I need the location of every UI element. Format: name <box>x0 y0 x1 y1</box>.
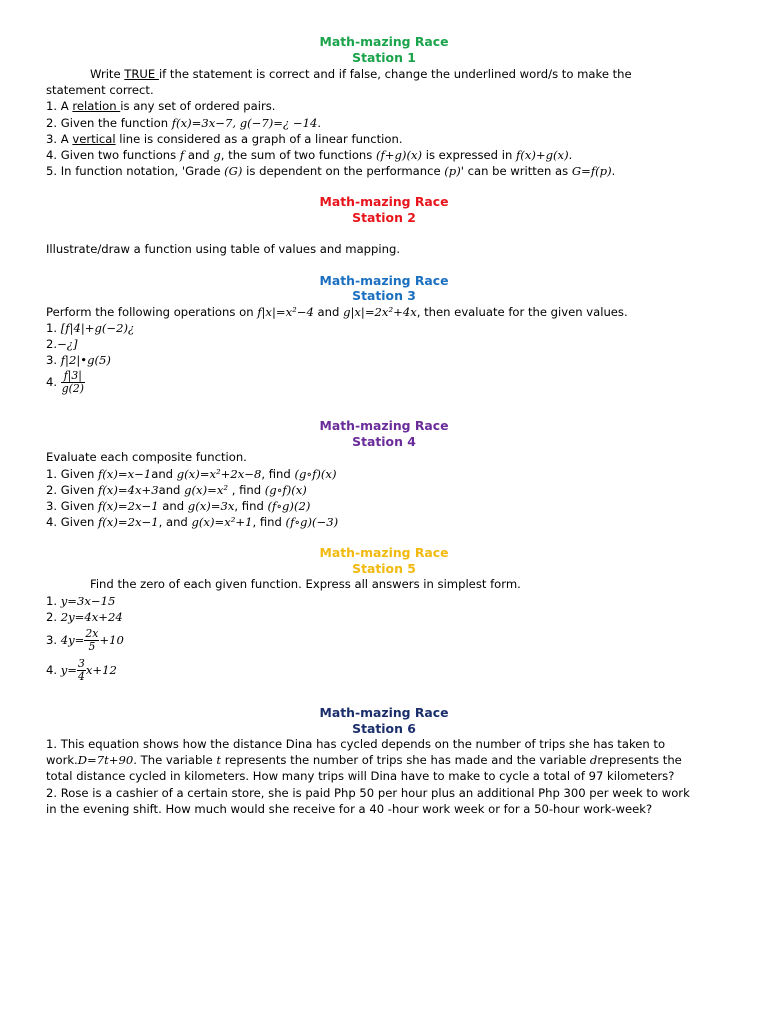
text-span: , find <box>261 466 295 481</box>
text-span: g(2) <box>61 382 84 396</box>
text-span: is any set of ordered pairs. <box>120 99 276 114</box>
text-span: D=7t+90 <box>77 753 134 768</box>
text-span: 3. A <box>46 131 73 146</box>
text-span: 2. <box>46 337 58 352</box>
station-3-title <box>46 273 722 304</box>
station-label: Station 1 <box>352 49 416 65</box>
text-span: g|x|=2x²+4x <box>343 304 417 319</box>
text-span: g(x)=x² <box>184 482 229 497</box>
station-5-title <box>46 545 722 576</box>
text-span: . <box>611 164 616 179</box>
station-2-title <box>46 194 722 225</box>
text-span: 4. <box>46 375 61 390</box>
list-item <box>46 514 722 530</box>
station-3-section <box>46 273 722 397</box>
text-span: f|2|•g(5) <box>60 353 111 368</box>
text-span: and <box>158 482 185 497</box>
text-span: 2. Given the function <box>46 115 172 130</box>
paragraph-1: 1. This equation shows how the distance Dina has cycled depends on the number of trips she has taken to <box>46 737 666 752</box>
text-span: work. <box>46 753 78 768</box>
text-span: and <box>313 304 344 319</box>
text-span: −¿] <box>57 337 78 352</box>
station-6-section <box>46 705 722 817</box>
fraction <box>84 628 99 653</box>
text-span: is expressed in <box>422 148 516 163</box>
list-item <box>46 368 722 396</box>
text-span: f(x)=2x−1 <box>97 499 159 514</box>
race-title: Math-mazing Race <box>319 34 449 49</box>
text-span: Perform the following operations on <box>46 304 258 319</box>
list-item <box>46 147 722 163</box>
fraction <box>77 658 86 683</box>
text-span: (p) <box>444 164 461 179</box>
paragraph-2: 2. Rose is a cashier of a certain store, she is paid Php 50 per hour plus an additional Php 300 per week to work <box>46 785 690 800</box>
underlined-word: vertical <box>72 131 116 146</box>
station-label: Station 5 <box>352 560 416 576</box>
paragraph-2-cont: in the evening shift. How much would she receive for a 40 -hour work week or for a 50-hour work-week? <box>46 801 653 816</box>
station-4-title <box>46 418 722 449</box>
instruction <box>46 66 722 82</box>
text-span: t <box>216 753 222 768</box>
text-span: , find <box>252 515 286 530</box>
list-item <box>46 352 722 368</box>
text-span: G=f(p) <box>571 164 612 179</box>
text-span: , the sum of two functions <box>220 148 376 163</box>
instruction: Find the zero of each given function. Express all answers in simplest form. <box>90 577 521 592</box>
text-span: g(x)=3x <box>187 499 235 514</box>
text-span: +10 <box>99 633 124 648</box>
list-item <box>46 609 722 625</box>
text-span: f|3| <box>61 370 85 383</box>
text-span: . <box>317 115 322 130</box>
text-span: 4. Given <box>46 515 98 530</box>
station-5-section <box>46 545 722 685</box>
text-span: d <box>589 753 598 768</box>
race-title: Math-mazing Race <box>319 272 449 288</box>
text-span: f(x)=2x−1 <box>97 515 159 530</box>
instruction-cont: statement correct. <box>46 83 154 98</box>
text-span: ' can be written as <box>460 164 572 179</box>
text-span: and <box>184 148 214 163</box>
paragraph-1-cont: total distance cycled in kilometers. How many trips will Dina have to make to cycle a total of 97 kilometers? <box>46 769 675 784</box>
text-span: . <box>568 148 573 163</box>
race-title: Math-mazing Race <box>319 418 449 434</box>
text-span: f(x)=x−1 <box>97 466 152 481</box>
text-span: 5. In function notation, 'Grade <box>46 164 225 179</box>
station-6-title <box>46 705 722 736</box>
text-span: (g∘f)(x) <box>264 482 307 497</box>
race-title: Math-mazing Race <box>319 705 449 721</box>
paragraph-1-cont <box>46 752 722 768</box>
text-span: 2. Given <box>46 482 98 497</box>
text-span: x+12 <box>85 663 117 678</box>
list-item <box>46 320 722 336</box>
text-span: , find <box>234 499 268 514</box>
list-item <box>46 482 722 498</box>
text-span: (f∘g)(2) <box>267 499 311 514</box>
text-span: g(x)=x²+2x−8 <box>176 466 262 481</box>
text-span: 1. <box>46 320 61 335</box>
text-span: 5 <box>88 640 96 654</box>
instruction: Evaluate each composite function. <box>46 450 247 465</box>
text-span: 3. <box>46 633 61 648</box>
list-item <box>46 466 722 482</box>
text-span: represents the number of trips she has made and the variable <box>221 753 590 768</box>
text-span: , and <box>158 515 192 530</box>
text-span: . The variable <box>133 753 217 768</box>
text-span: (f∘g)(−3) <box>285 515 339 530</box>
station-label: Station 3 <box>352 288 416 304</box>
list-item <box>46 593 722 609</box>
list-item <box>46 498 722 514</box>
text-span: is dependent on the performance <box>242 164 445 179</box>
race-title: Math-mazing Race <box>319 545 449 561</box>
instruction <box>46 304 722 320</box>
text-span: f <box>179 148 185 163</box>
text-span: 3 <box>78 657 85 671</box>
text-span: 2y=4x+24 <box>60 609 123 624</box>
text-span: represents the <box>597 753 682 768</box>
text-span: g <box>213 148 221 163</box>
underlined-word: relation <box>72 99 121 114</box>
list-item <box>46 625 722 655</box>
text-span: y= <box>60 663 78 678</box>
text-span: and <box>151 466 177 481</box>
list-item <box>46 98 722 114</box>
list-item <box>46 336 722 352</box>
list-item <box>46 163 722 179</box>
station-label: Station 2 <box>352 209 416 225</box>
text-span: (f+g)(x) <box>375 148 423 163</box>
text-span: f(x)=4x+3 <box>97 482 159 497</box>
text-span: if the statement is correct and if false, change the underlined word/s to make the <box>158 67 632 81</box>
text-span: (g∘f)(x) <box>294 466 337 481</box>
text-span: , then evaluate for the given values. <box>416 304 628 319</box>
fraction <box>61 370 85 395</box>
math-expression: f(x)=3x−7, g(−7)=¿ −14 <box>171 115 318 130</box>
text-span: (G) <box>224 164 243 179</box>
text-span: line is considered as a graph of a linear function. <box>115 131 403 146</box>
text-span: 2x <box>85 627 99 641</box>
list-item <box>46 655 722 685</box>
text-span: 1. Given <box>46 466 98 481</box>
station-label: Station 4 <box>352 433 416 449</box>
instruction: Illustrate/draw a function using table of values and mapping. <box>46 242 401 257</box>
text-span: [f|4|+g(−2)¿ <box>60 320 135 335</box>
text-span: y=3x−15 <box>60 593 116 608</box>
list-item <box>46 115 722 131</box>
station-1-title <box>46 34 722 65</box>
station-label: Station 6 <box>352 720 416 736</box>
list-item <box>46 131 722 147</box>
underlined-word: TRUE <box>124 67 159 81</box>
station-2-section <box>46 194 722 257</box>
text-span: 3. Given <box>46 499 98 514</box>
text-span: Write <box>90 67 125 81</box>
text-span: , find <box>228 482 265 497</box>
text-span: 4y= <box>60 633 85 648</box>
text-span: 4. <box>46 663 61 678</box>
text-span: f(x)+g(x) <box>516 148 569 163</box>
text-span: 1. A <box>46 99 73 114</box>
text-span: 1. <box>46 593 61 608</box>
text-span: 4 <box>78 670 85 684</box>
text-span: f|x|=x²−4 <box>257 304 314 319</box>
text-span: 3. <box>46 353 61 368</box>
station-4-section <box>46 418 722 530</box>
station-1-section <box>46 34 722 179</box>
worksheet <box>46 34 722 817</box>
text-span: and <box>158 499 188 514</box>
text-span: g(x)=x²+1 <box>191 515 253 530</box>
text-span: 4. Given two functions <box>46 148 180 163</box>
text-span: 2. <box>46 609 61 624</box>
race-title: Math-mazing Race <box>319 194 449 210</box>
